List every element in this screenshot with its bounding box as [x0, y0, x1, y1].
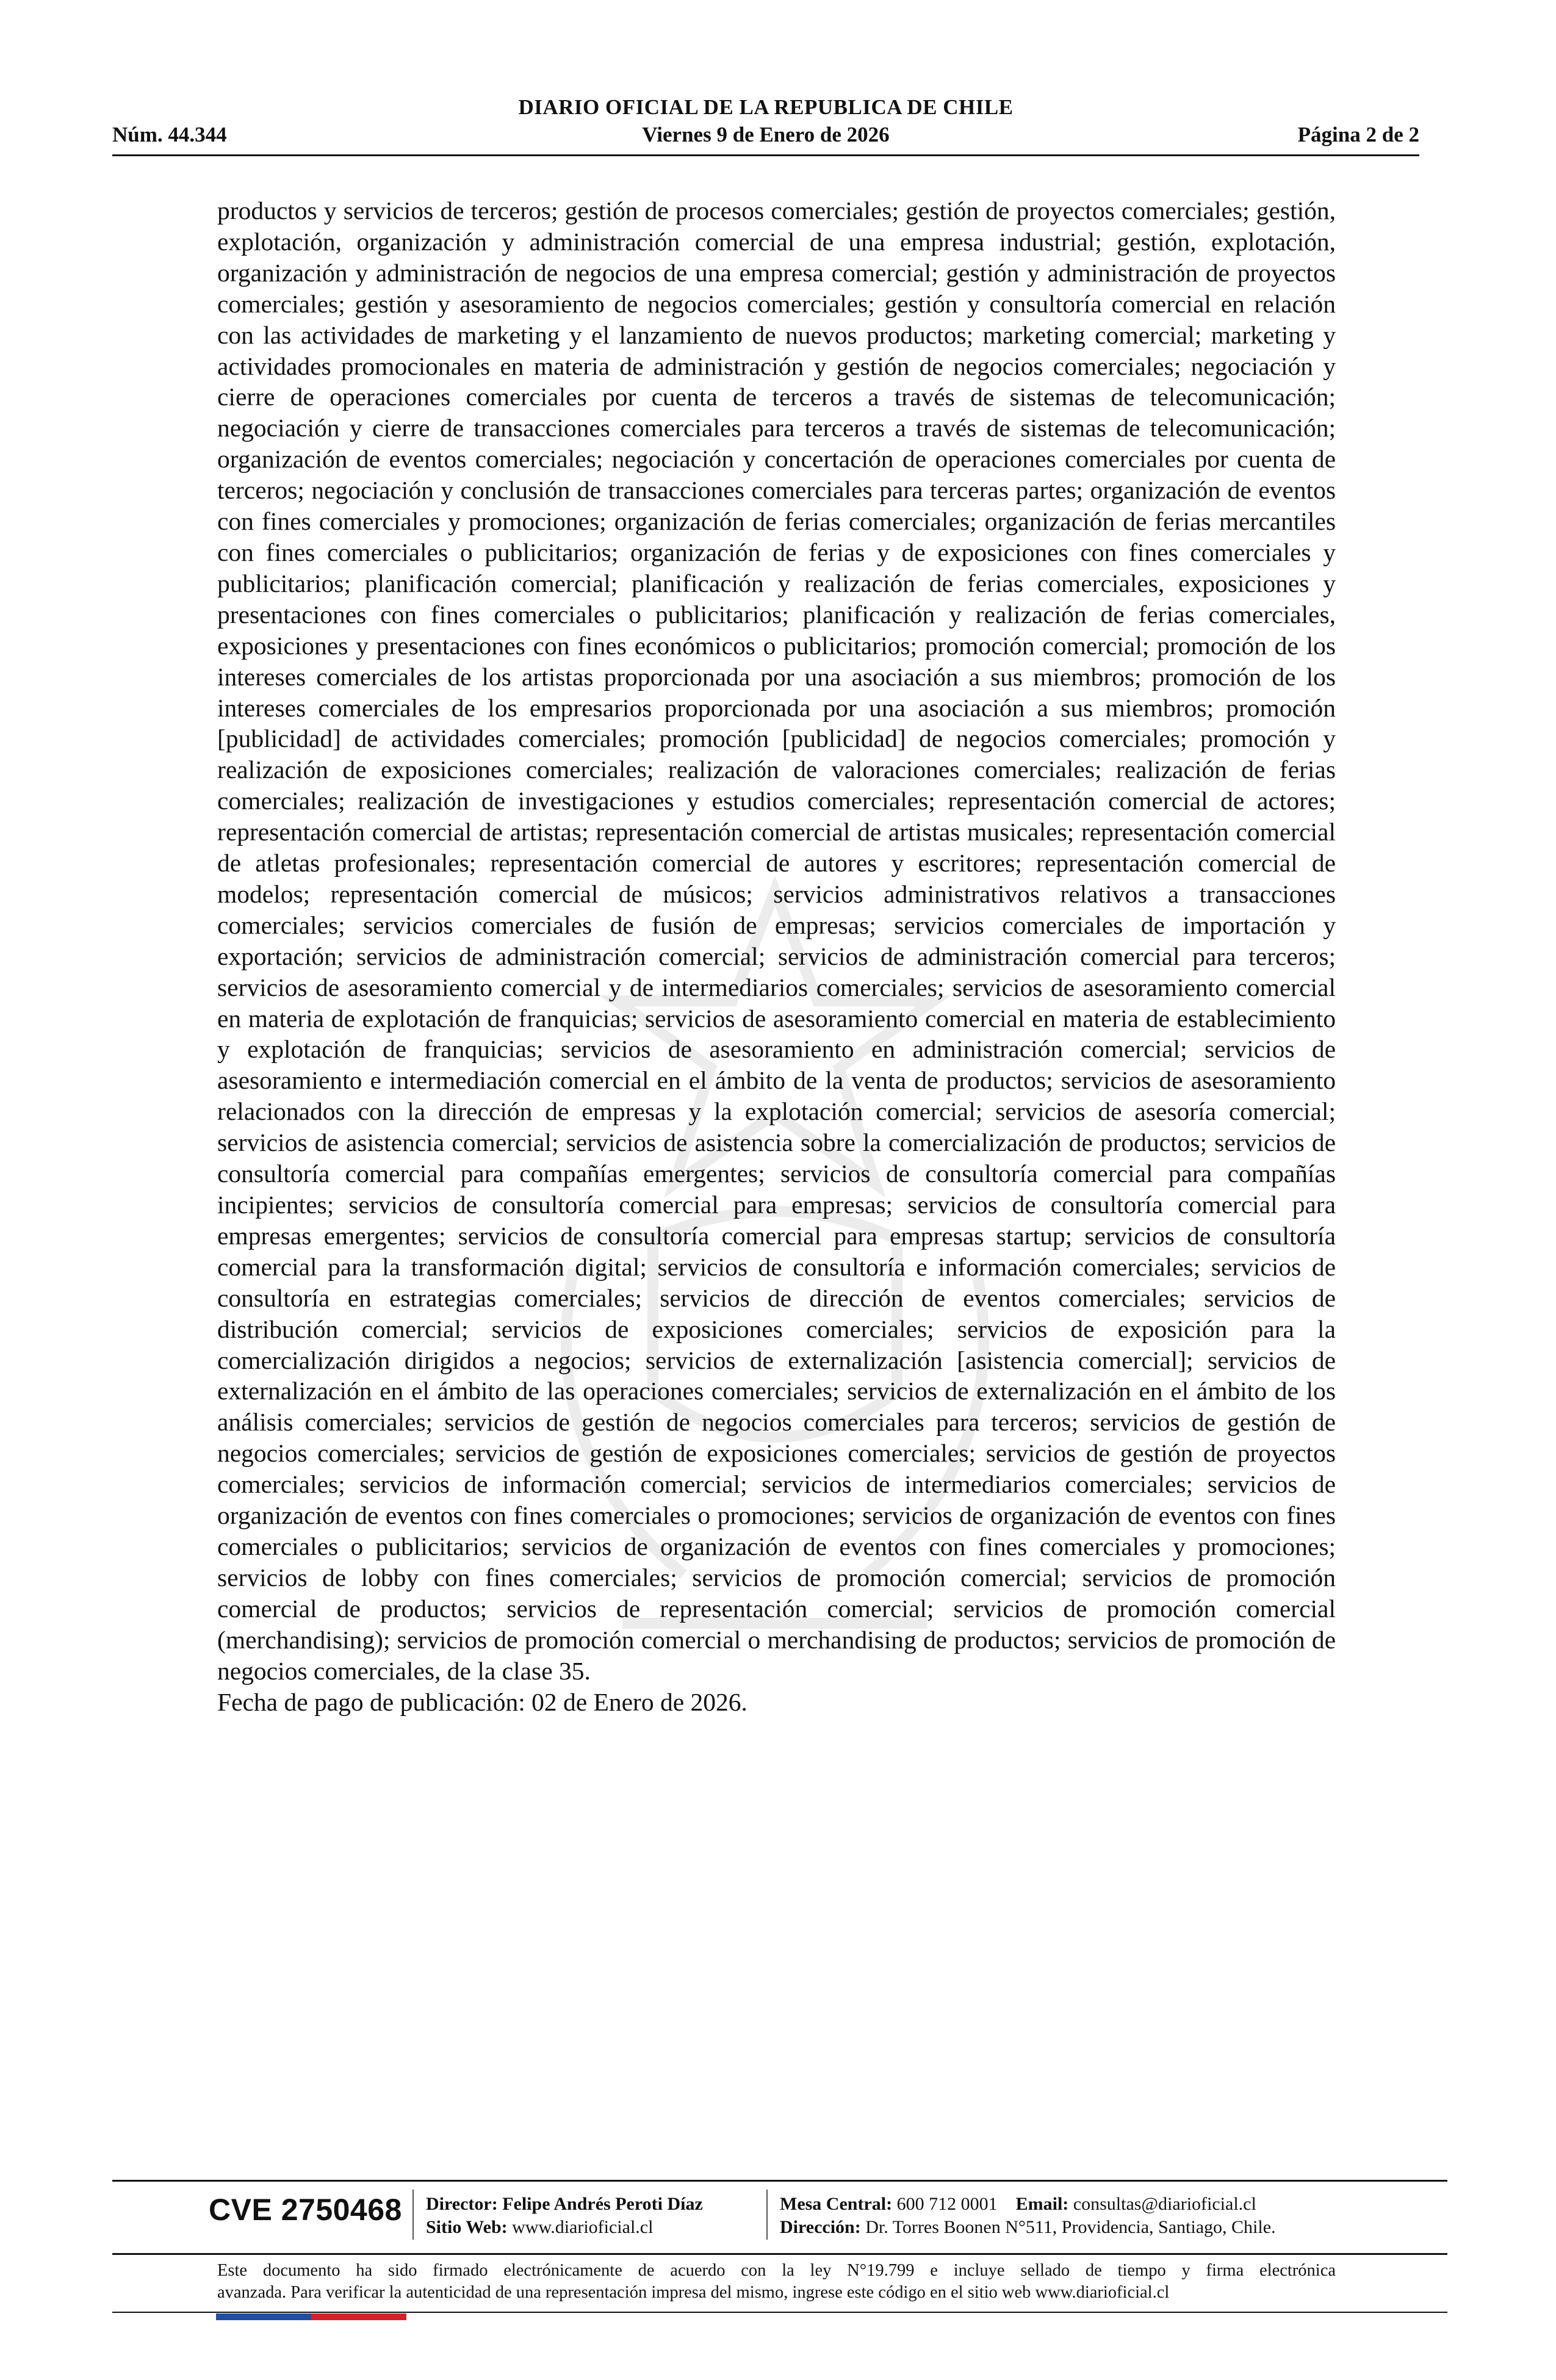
disclaimer-line: Este documento ha sido firmado electrónicamente de acuerdo con la ley N°19.799 e incluye sellado de tiempo y firma electrónica: [217, 2261, 1336, 2280]
address-label: Dirección:: [780, 2217, 861, 2237]
flag-blue-segment: [216, 2313, 311, 2320]
gazette-title: DIARIO OFICIAL DE LA REPUBLICA DE CHILE: [518, 95, 1014, 119]
footer-bottom-divider: [112, 2312, 1447, 2313]
email-link[interactable]: consultas@diarioficial.cl: [1073, 2194, 1256, 2214]
electronic-signature-disclaimer: [217, 2260, 1336, 2304]
director-label: Director:: [426, 2194, 498, 2214]
email-label: Email:: [1015, 2194, 1069, 2214]
header-row: [112, 123, 1419, 150]
footer-middle-divider: [112, 2253, 1447, 2255]
site-link[interactable]: www.diarioficial.cl: [512, 2217, 654, 2237]
director-name: Felipe Andrés Peroti Díaz: [502, 2194, 703, 2214]
disclaimer-line: avanzada. Para verificar la autenticidad de una representación impresa del mismo, ingrese este código en el sitio web www.diarioficial.cl: [217, 2283, 1170, 2302]
address-value: Dr. Torres Boonen N°511, Providencia, Santiago, Chile.: [865, 2217, 1276, 2237]
header-divider: [112, 154, 1419, 156]
footer-separator: [412, 2190, 414, 2240]
payment-date-line: Fecha de pago de publicación: 02 de Enero de 2026.: [217, 1687, 747, 1716]
footer-separator: [766, 2190, 768, 2240]
issue-number: Núm. 44.344: [112, 123, 227, 146]
classification-paragraph: productos y servicios de terceros; gestión de procesos comerciales; gestión de proyectos comerciales; gestión, explotación, organización y administración comercial de una empresa industrial; gestión, explotación, organización y administración de negocios de una empresa comercial; gestión y administración de proyectos comerciales; gestión y asesoramiento de negocios comerciales; gestión y consultoría comercial en relación con las actividades de marketing y el lanzamiento de nuevos productos; marketing comercial; marketing y actividades promocionales en materia de administración y gestión de negocios comerciales; negociación y cierre de operaciones comerciales por cuenta de terceros a través de sistemas de telecomunicación; negociación y cierre de transacciones comerciales para terceros a través de sistemas de telecomunicación; organización de eventos comerciales; negociación y concertación de operaciones comerciales por cuenta de terceros; negociación y conclusión de transacciones comerciales para terceras partes; organización de eventos con fines comerciales y promociones; organización de ferias comerciales; organización de ferias mercantiles con fines comerciales o publicitarios; organización de ferias y de exposiciones con fines comerciales y publicitarios; planificación comercial; planificación y realización de ferias comerciales, exposiciones y presentaciones con fines comerciales o publicitarios; planificación y realización de ferias comerciales, exposiciones y presentaciones con fines económicos o publicitarios; promoción comercial; promoción de los intereses comerciales de los artistas proporcionada por una asociación a sus miembros; promoción de los intereses comerciales de los empresarios proporcionada por una asociación a sus miembros; promoción [publicidad] de actividades comerciales; promoción [publicidad] de negocios comerciales; promoción y realización de exposiciones comerciales; realización de valoraciones comerciales; realización de ferias comerciales; realización de investigaciones y estudios comerciales; representación comercial de actores; representación comercial de artistas; representación comercial de artistas musicales; representación comercial de atletas profesionales; representación comercial de autores y escritores; representación comercial de modelos; representación comercial de músicos; servicios administrativos relativos a transacciones comerciales; servicios comerciales de fusión de empresas; servicios comerciales de importación y exportación; servicios de administración comercial; servicios de administración comercial para terceros; servicios de asesoramiento comercial y de intermediarios comerciales; servicios de asesoramiento comercial en materia de explotación de franquicias; servicios de asesoramiento comercial en materia de establecimiento y explotación de franquicias; servicios de asesoramiento en administración comercial; servicios de asesoramiento e intermediación comercial en el ámbito de la venta de productos; servicios de asesoramiento relacionados con la dirección de empresas y la explotación comercial; servicios de asesoría comercial; servicios de asistencia comercial; servicios de asistencia sobre la comercialización de productos; servicios de consultoría comercial para compañías emergentes; servicios de consultoría comercial para compañías incipientes; servicios de consultoría comercial para empresas; servicios de consultoría comercial para empresas emergentes; servicios de consultoría comercial para empresas startup; servicios de consultoría comercial para la transformación digital; servicios de consultoría e información comerciales; servicios de consultoría en estrategias comerciales; servicios de dirección de eventos comerciales; servicios de distribución comercial; servicios de exposiciones comerciales; servicios de exposición para la comercialización dirigidos a negocios; servicios de externalización [asistencia comercial]; servicios de externalización en el ámbito de las operaciones comerciales; servicios de externalización en el ámbito de los análisis comerciales; servicios de gestión de negocios comerciales para terceros; servicios de gestión de negocios comerciales; servicios de gestión de exposiciones comerciales; servicios de gestión de proyectos comerciales; servicios de información comercial; servicios de intermediarios comerciales; servicios de organización de eventos con fines comerciales o promociones; servicios de organización de eventos con fines comerciales o publicitarios; servicios de organización de eventos con fines comerciales y promociones; servicios de lobby con fines comerciales; servicios de promoción comercial; servicios de promoción comercial de productos; servicios de representación comercial; servicios de promoción comercial (merchandising); servicios de promoción comercial o merchandising de productos; servicios de promoción de negocios comerciales, de la clase 35.: [217, 197, 1336, 1685]
footer-top-divider: [112, 2180, 1447, 2182]
site-label: Sitio Web:: [426, 2217, 508, 2237]
document-body: [217, 195, 1336, 1717]
page-indicator: Página 2 de 2: [1297, 123, 1419, 146]
mesa-label: Mesa Central:: [780, 2194, 893, 2214]
issue-date: Viernes 9 de Enero de 2026: [642, 123, 890, 146]
footer-contact-block: [780, 2193, 1276, 2239]
footer-director-block: [426, 2193, 703, 2239]
flag-color-bar: [216, 2313, 406, 2320]
cve-code: CVE 2750468: [209, 2193, 402, 2227]
mesa-phone: 600 712 0001: [896, 2194, 998, 2214]
flag-red-segment: [311, 2313, 406, 2320]
